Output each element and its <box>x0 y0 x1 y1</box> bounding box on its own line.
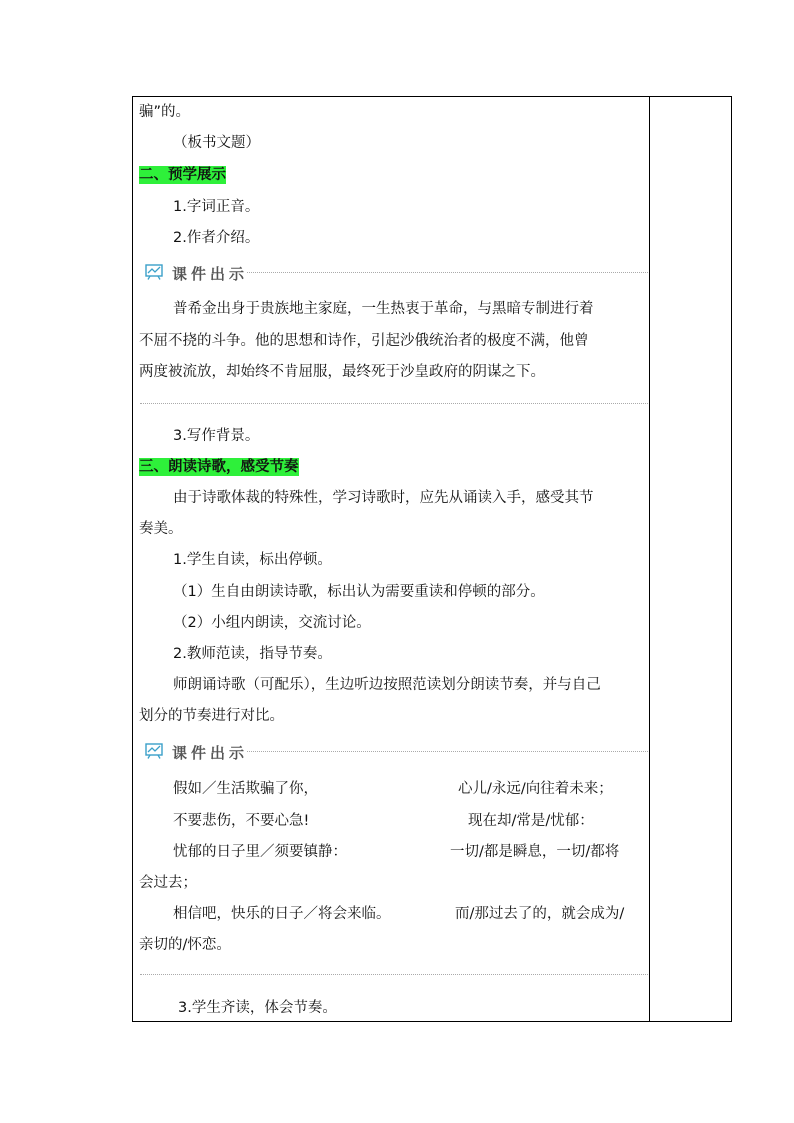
poem-line: 现在却/常是/忧郁： <box>468 813 594 829</box>
text-line: 不屈不挠的斗争。他的思想和诗作，引起沙俄统治者的极度不满，他曾 <box>139 333 589 349</box>
poem-line: 心儿/永远/向往着未来； <box>458 781 613 797</box>
courseware-banner-label: 课件出示 <box>172 744 249 762</box>
text-line: 2.教师范读，指导节奏。 <box>173 646 332 662</box>
text-line: 骗”的。 <box>139 104 191 120</box>
poem-line: 会过去； <box>139 875 197 891</box>
text-line: 普希金出身于贵族地主家庭，一生热衷于革命，与黑暗专制进行着 <box>173 301 594 317</box>
courseware-banner <box>143 262 648 284</box>
text-line: 由于诗歌体裁的特殊性，学习诗歌时，应先从诵读入手，感受其节 <box>173 490 594 506</box>
poem-line: 而/那过去了的，就会成为/ <box>455 906 625 922</box>
text-line: 奏美。 <box>139 521 183 537</box>
section-heading-text: 二、预学展示 <box>139 167 226 183</box>
poem-line: 不要悲伤，不要心急! <box>173 813 310 829</box>
text-line: 两度被流放，却始终不肯屈服，最终死于沙皇政府的阴谋之下。 <box>139 364 545 380</box>
poem-line: 一切/都是瞬息，一切/都将 <box>450 844 620 860</box>
text-line: （1）生自由朗读诗歌，标出认为需要重读和停顿的部分。 <box>173 584 545 600</box>
dotted-separator <box>140 974 648 975</box>
section-heading <box>139 458 299 476</box>
text-line: 1.学生自读，标出停顿。 <box>173 552 332 568</box>
text-line: 3.写作背景。 <box>173 428 260 444</box>
text-line: （板书文题） <box>173 135 260 151</box>
text-line: 划分的节奏进行对比。 <box>139 708 284 724</box>
text-line: 2.作者介绍。 <box>173 230 260 246</box>
text-line: 师朗诵诗歌（可配乐），生边听边按照范读划分朗读节奏，并与自己 <box>173 677 601 693</box>
courseware-banner-label: 课件出示 <box>172 265 249 283</box>
text-line: 3.学生齐读，体会节奏。 <box>178 1000 337 1016</box>
section-heading <box>139 166 226 184</box>
courseware-banner <box>143 741 648 763</box>
poem-line: 相信吧，快乐的日子／将会来临。 <box>173 906 391 922</box>
table-column-divider <box>649 96 650 1022</box>
dotted-leader <box>247 272 648 273</box>
poem-line: 忧郁的日子里／须要镇静： <box>173 844 347 860</box>
text-line: （2）小组内朗读，交流讨论。 <box>173 615 371 631</box>
poem-line: 假如／生活欺骗了你， <box>173 781 318 797</box>
section-heading-text: 三、朗读诗歌，感受节奏 <box>139 459 299 475</box>
dotted-separator <box>140 403 648 404</box>
dotted-leader <box>247 751 648 752</box>
presentation-board-icon <box>145 264 163 280</box>
presentation-board-icon <box>145 743 163 759</box>
poem-line: 亲切的/怀恋。 <box>139 937 231 953</box>
text-line: 1.字词正音。 <box>173 199 260 215</box>
